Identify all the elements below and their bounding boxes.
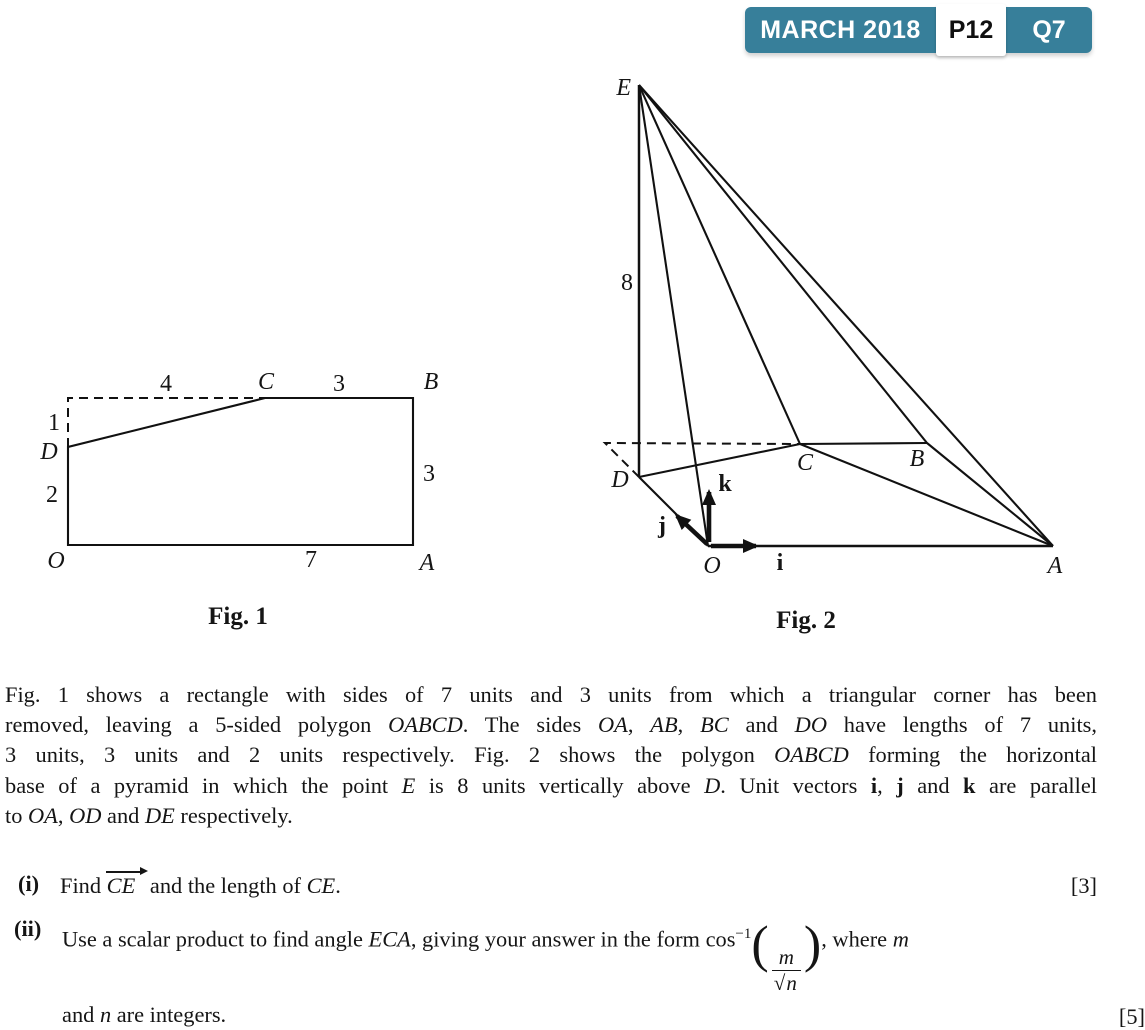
text-segment: and <box>903 772 964 798</box>
text-segment: . Unit vectors <box>720 772 871 798</box>
fraction-denominator <box>774 971 799 994</box>
text-segment: OA <box>598 712 628 738</box>
fig1-drawing <box>25 368 465 640</box>
text-segment: m <box>892 926 909 952</box>
fig2-dashed-corner <box>605 443 800 477</box>
text-segment: D <box>704 772 721 798</box>
text-segment: is 8 units vertically above <box>415 772 705 798</box>
sqrt-radicand: n <box>786 971 797 996</box>
text-segment: ECA <box>368 926 411 952</box>
text-segment: removed, leaving a 5-sided polygon <box>5 712 389 738</box>
fraction-numerator: m <box>772 947 801 971</box>
text-segment: to <box>5 802 29 828</box>
statement-line-1 <box>5 680 1097 710</box>
marks-part-ii: [5] <box>1118 1004 1145 1030</box>
question-reference-badge <box>745 7 1092 53</box>
problem-statement <box>5 680 1097 831</box>
text-segment: k <box>963 772 976 798</box>
fig1-point-B: B <box>423 369 439 395</box>
text-segment: and <box>101 802 145 828</box>
fig2-point-O: O <box>703 553 721 579</box>
unit-vector-i-label: i <box>776 550 784 576</box>
fig2-edge-EC <box>639 85 800 444</box>
text-segment: have lengths of 7 units, <box>827 712 1097 738</box>
text-segment: . <box>335 873 341 898</box>
fig1-point-D: D <box>40 439 58 465</box>
marks-part-i: [3] <box>1070 873 1097 898</box>
fig1-polygon-outline <box>68 398 413 545</box>
vector-CE: CE <box>106 873 136 898</box>
statement-line-2 <box>5 710 1097 740</box>
part-i-text <box>60 873 1097 899</box>
text-segment: OABCD <box>774 742 849 768</box>
unit-vector-k-label: k <box>718 471 732 497</box>
fig2-edge-EA <box>639 85 1053 546</box>
fig2-point-D: D <box>611 467 629 493</box>
text-segment: , <box>627 712 651 738</box>
question-number-label: Q7 <box>1032 15 1066 44</box>
fig1-point-C: C <box>257 369 275 395</box>
exam-session-label: MARCH 2018 <box>760 15 921 44</box>
fig1-length-3-top: 3 <box>333 371 345 397</box>
text-segment: are integers. <box>111 1002 227 1028</box>
statement-line-4 <box>5 771 1097 801</box>
text-segment: Use a scalar product to find angle <box>62 926 369 952</box>
fig1-caption: Fig. 1 <box>208 603 268 630</box>
text-segment: Fig. 1 shows a rectangle with sides of 7 units and 3 units from which a triangular corner has been <box>5 682 1097 707</box>
text-segment: and <box>62 1002 100 1028</box>
fig1-length-1: 1 <box>48 410 60 436</box>
text-segment: and <box>728 712 795 738</box>
inverse-superscript: −1 <box>735 926 752 942</box>
part-ii-label: (ii) <box>14 916 42 941</box>
text-segment: , where <box>821 926 893 952</box>
fraction-m-over-sqrt-n <box>772 947 801 994</box>
text-segment: j <box>896 772 904 798</box>
fig1-length-2: 2 <box>46 482 58 508</box>
fig1-point-A: A <box>419 550 435 576</box>
fig2-point-E: E <box>616 75 631 101</box>
text-segment: n <box>99 1002 112 1028</box>
text-segment: 3 units, 3 units and 2 units respectively. Fig. 2 shows the polygon <box>5 742 775 768</box>
fig1-length-4: 4 <box>160 371 172 397</box>
text-segment: Find <box>60 873 107 898</box>
text-segment: i <box>870 772 878 798</box>
statement-line-5 <box>5 801 1097 831</box>
fig2-point-C: C <box>796 450 814 476</box>
question-part-i <box>18 871 1097 899</box>
fig1-length-7: 7 <box>305 547 317 573</box>
text-segment: , <box>877 772 897 798</box>
fig2-diagonal-CA <box>800 444 1053 546</box>
text-segment: and the length of <box>144 873 307 898</box>
part-i-label: (i) <box>18 871 40 896</box>
sqrt-sign: √ <box>773 971 786 996</box>
text-segment: . The sides <box>462 712 599 738</box>
text-segment: AB <box>650 712 678 738</box>
fig2-edge-EB <box>639 85 927 443</box>
fig2-drawing <box>558 58 1100 640</box>
fig2-edge-EO <box>639 85 708 546</box>
open-paren: ( <box>751 916 769 974</box>
text-segment: , <box>677 712 701 738</box>
text-segment: BC <box>700 712 729 738</box>
text-segment: OD <box>69 802 102 828</box>
fig1-point-O: O <box>47 548 65 574</box>
fig2-length-8: 8 <box>621 270 633 296</box>
fig2-point-B: B <box>909 446 925 472</box>
statement-line-3 <box>5 740 1097 770</box>
unit-vector-j-arrow <box>677 516 707 544</box>
paper-number-label: P12 <box>936 4 1006 56</box>
text-segment: E <box>401 772 416 798</box>
part-ii-line-1 <box>62 916 1097 996</box>
fig2-caption: Fig. 2 <box>776 607 836 634</box>
text-segment: DO <box>794 712 827 738</box>
text-segment: are parallel <box>975 772 1097 798</box>
text-segment: CE <box>306 873 336 898</box>
text-segment: base of a pyramid in which the point <box>5 772 402 798</box>
text-segment: OA <box>28 802 58 828</box>
text-segment: , <box>57 802 70 828</box>
part-ii-line-2 <box>62 1002 1145 1030</box>
text-segment: OABCD <box>388 712 463 738</box>
fig1-length-3-right: 3 <box>423 461 435 487</box>
unit-vector-j-label: j <box>658 513 666 539</box>
close-paren: ) <box>803 916 822 974</box>
fig2-base-BC <box>800 443 927 444</box>
fig2-point-A: A <box>1047 553 1063 579</box>
question-part-ii <box>14 916 1145 1030</box>
text-segment: DE <box>144 802 175 828</box>
text-segment: forming the horizontal <box>848 742 1097 768</box>
text-segment: respectively. <box>174 802 293 828</box>
fig2-base-AB <box>927 443 1053 546</box>
text-segment: , giving your answer in the form cos <box>410 926 736 952</box>
